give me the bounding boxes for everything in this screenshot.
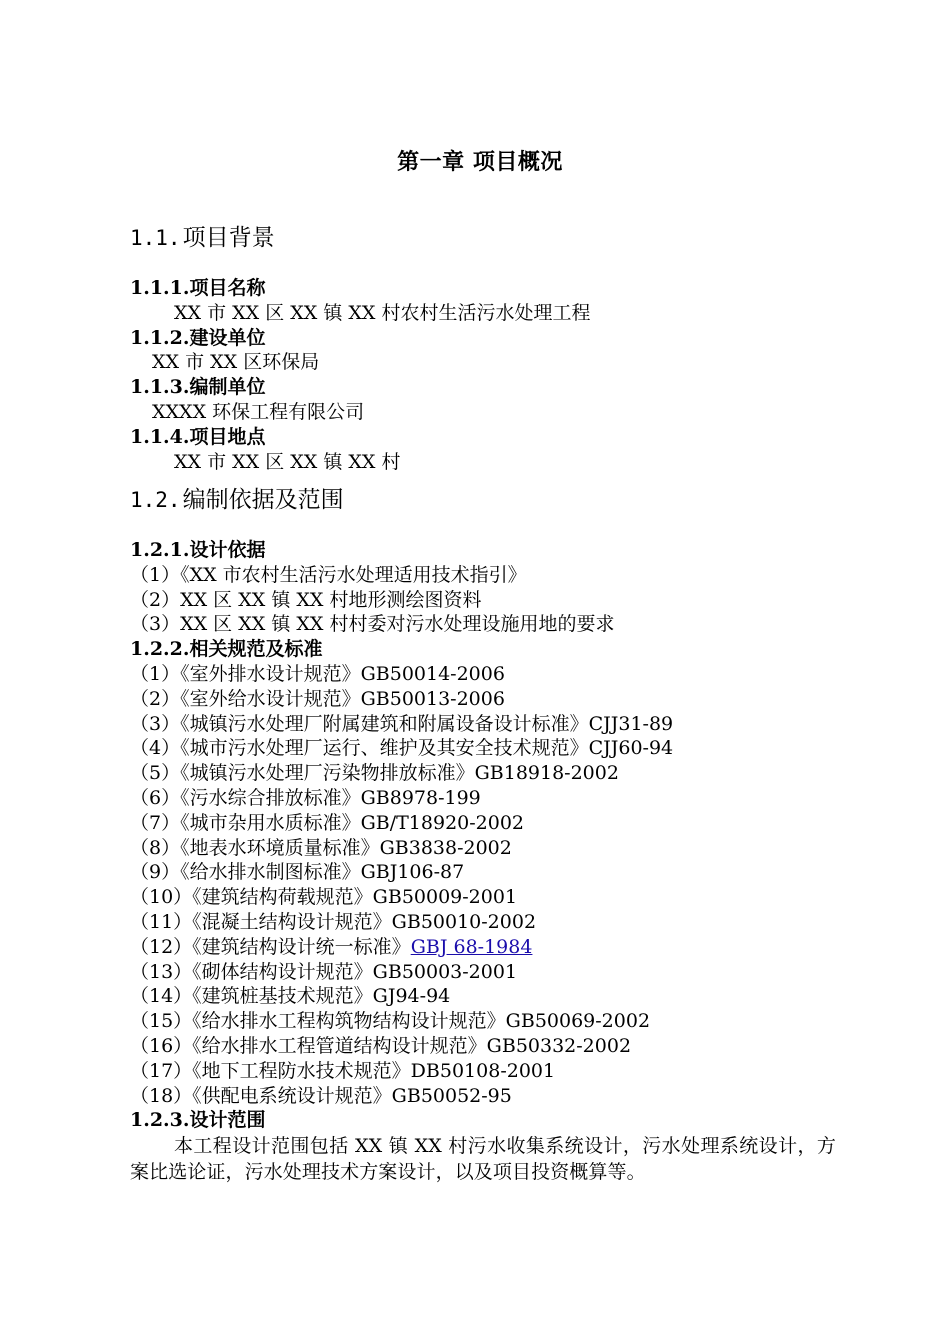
section-1-1-title <box>130 222 275 254</box>
standard-item <box>130 1084 850 1109</box>
standard-item <box>130 910 850 935</box>
section-1-1-body <box>130 276 850 474</box>
standard-item <box>130 1034 850 1059</box>
standards-heading: 1.2.2.相关规范及标准 <box>130 638 323 661</box>
standard-item <box>130 836 850 861</box>
standard-item <box>130 712 850 737</box>
subsection-heading: 1.1.4.项目地点 <box>130 425 266 448</box>
standard-item-text: （8）《地表水环境质量标准》GB3838-2002 <box>130 836 512 859</box>
standard-item <box>130 984 850 1009</box>
design-scope-paragraph: 本工程设计范围包括 XX 镇 XX 村污水收集系统设计，污水处理系统设计，方案比选论证，污水处理技术方案设计，以及项目投资概算等。 <box>130 1135 836 1184</box>
basis-item: （1）《XX 市农村生活污水处理适用技术指引》 <box>130 563 527 586</box>
standard-item <box>130 1059 850 1084</box>
section-1-1-label: 项目背景 <box>182 225 275 251</box>
design-basis-heading: 1.2.1.设计依据 <box>130 539 266 561</box>
standard-item <box>130 960 850 985</box>
subsection-text: XX 市 XX 区环保局 <box>152 351 320 374</box>
standard-item-text: （12）《建筑结构设计统一标准》 <box>130 935 411 958</box>
standards-list <box>130 662 850 1108</box>
basis-item: （3）XX 区 XX 镇 XX 村村委对污水处理设施用地的要求 <box>130 613 615 636</box>
standard-item <box>130 736 850 761</box>
subsection-text: XX 市 XX 区 XX 镇 XX 村农村生活污水处理工程 <box>174 301 591 324</box>
section-1-2-label: 编制依据及范围 <box>182 487 344 513</box>
standard-item-text: （17）《地下工程防水技术规范》DB50108-2001 <box>130 1059 556 1082</box>
subsection-text: XX 市 XX 区 XX 镇 XX 村 <box>174 450 401 473</box>
subsection-heading: 1.1.2.建设单位 <box>130 326 266 349</box>
section-1-2-title <box>130 484 344 516</box>
subsection-heading: 1.1.1.项目名称 <box>130 277 266 299</box>
standard-item <box>130 1009 850 1034</box>
standard-item-text: （15）《给水排水工程构筑物结构设计规范》GB50069-2002 <box>130 1010 651 1033</box>
standard-item-text: （5）《城镇污水处理厂污染物排放标准》GB18918-2002 <box>130 762 619 785</box>
subsection-heading: 1.1.3.编制单位 <box>130 376 266 399</box>
standard-item-text: （2）《室外给水设计规范》GB50013-2006 <box>130 687 505 710</box>
basis-item: （2）XX 区 XX 镇 XX 村地形测绘图资料 <box>130 588 482 611</box>
standard-item-text: （16）《给水排水工程管道结构设计规范》GB50332-2002 <box>130 1034 632 1057</box>
standard-item-text: （6）《污水综合排放标准》GB8978-199 <box>130 786 481 809</box>
chapter-title: 第一章 项目概况 <box>397 149 563 175</box>
standard-item-text: （3）《城镇污水处理厂附属建筑和附属设备设计标准》CJJ31-89 <box>130 712 674 735</box>
standard-item <box>130 662 850 687</box>
design-scope-heading: 1.2.3.设计范围 <box>130 1109 266 1132</box>
standard-item-text: （13）《砌体结构设计规范》GB50003-2001 <box>130 960 518 983</box>
standard-item <box>130 811 850 836</box>
standard-item-text: （4）《城市污水处理厂运行、维护及其安全技术规范》CJJ60-94 <box>130 737 674 760</box>
standard-item <box>130 860 850 885</box>
standard-item <box>130 761 850 786</box>
standard-item-text: （10）《建筑结构荷载规范》GB50009-2001 <box>130 886 518 909</box>
subsection-text: XXXX 环保工程有限公司 <box>152 400 365 423</box>
standard-item-text: （7）《城市杂用水质标准》GB/T18920-2002 <box>130 811 525 834</box>
standard-item-text: （9）《给水排水制图标准》GBJ106-87 <box>130 861 465 884</box>
section-1-2-body <box>130 538 850 1185</box>
standard-item <box>130 885 850 910</box>
standard-item-text: （11）《混凝土结构设计规范》GB50010-2002 <box>130 910 537 933</box>
standard-item-text: （1）《室外排水设计规范》GB50014-2006 <box>130 662 505 685</box>
standard-item-text: （14）《建筑桩基技术规范》GJ94-94 <box>130 985 451 1008</box>
standard-item <box>130 786 850 811</box>
section-1-2-number: 1.2. <box>130 488 181 512</box>
section-1-1-number: 1.1. <box>130 226 181 250</box>
standard-item-text: （18）《供配电系统设计规范》GB50052-95 <box>130 1084 512 1107</box>
standard-item <box>130 687 850 712</box>
standard-item <box>130 935 850 960</box>
standard-item-link[interactable]: GBJ 68-1984 <box>410 935 533 958</box>
